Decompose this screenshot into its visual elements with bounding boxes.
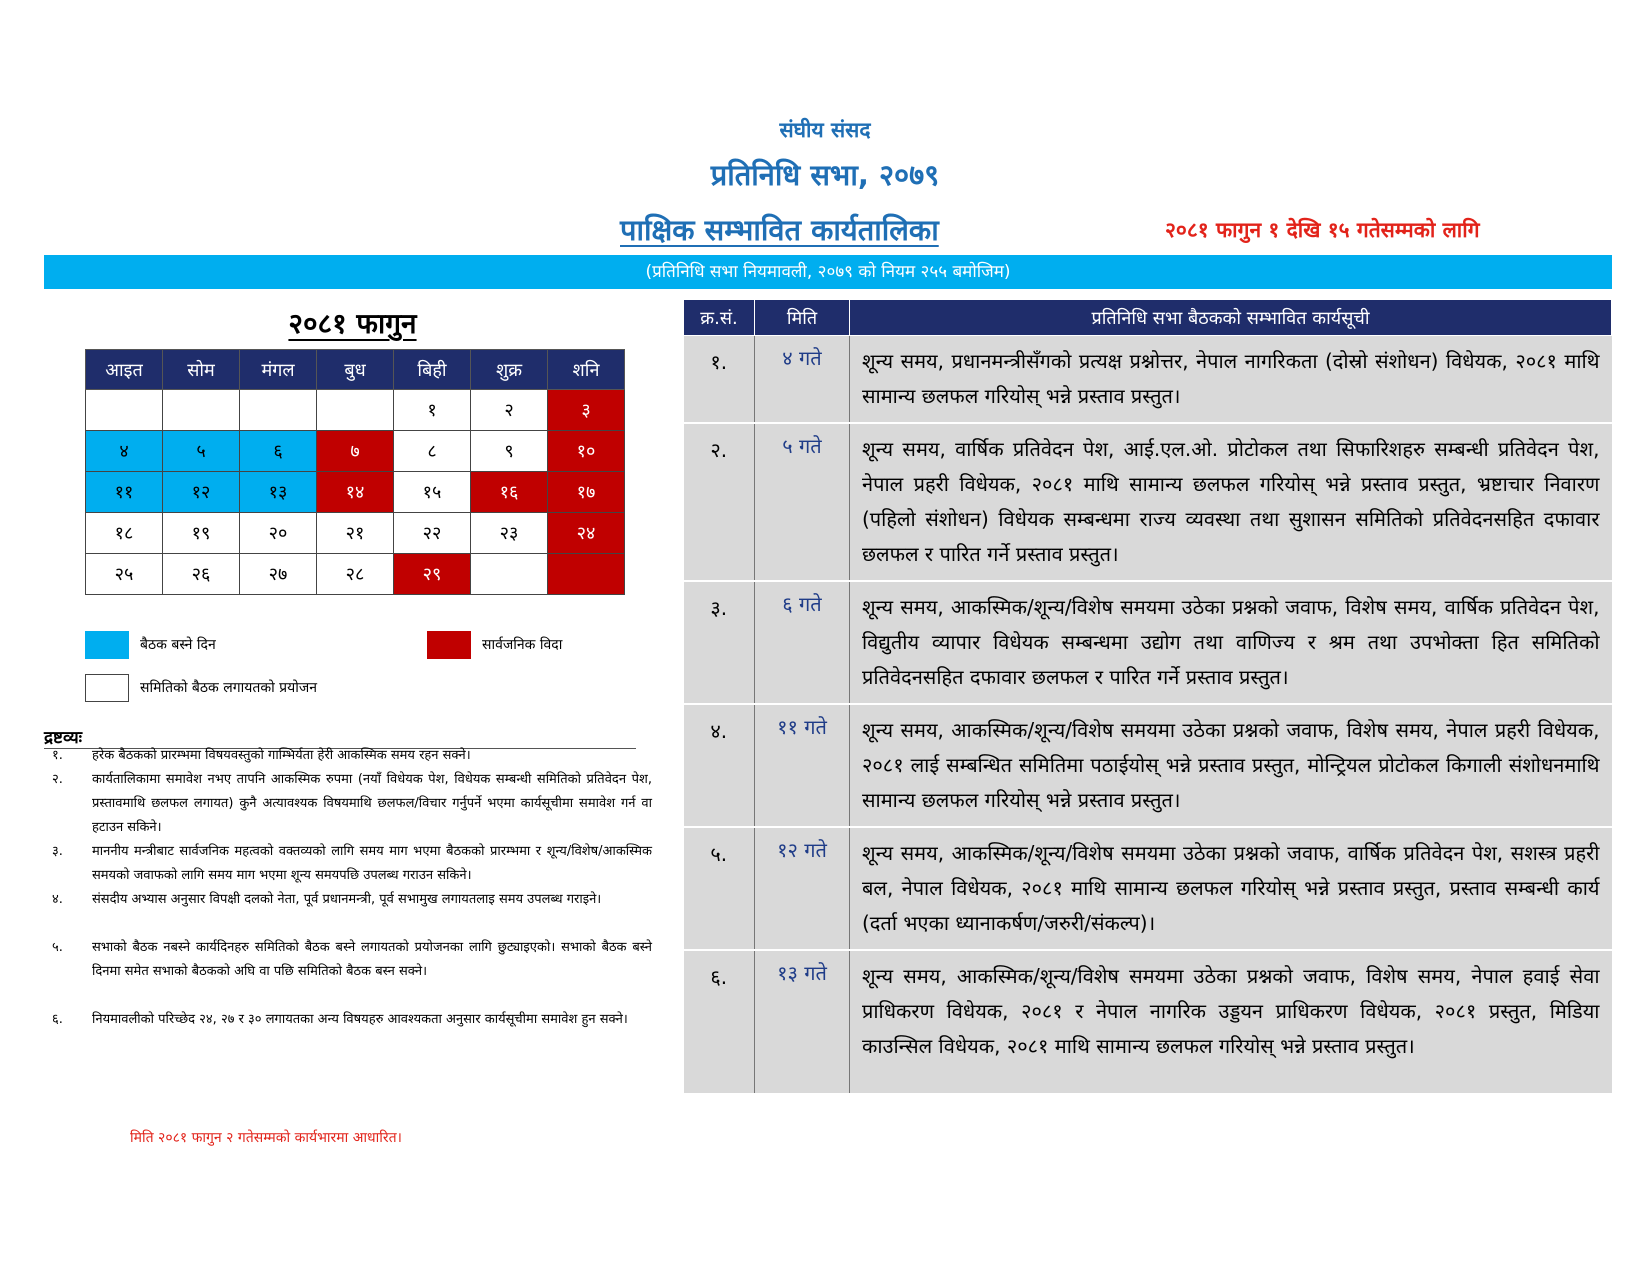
calendar-day <box>163 390 240 431</box>
legend-holiday-swatch <box>427 631 471 659</box>
note-text: संसदीय अभ्यास अनुसार विपक्षी दलको नेता, पूर्व प्रधानमन्त्री, पूर्व सभामुख लगायतलाइ समय उपलब्ध गराइने। <box>92 892 602 907</box>
calendar-week <box>86 390 625 431</box>
weekday-header: शनि <box>548 350 625 390</box>
legend-meeting-label: बैठक बस्ने दिन <box>140 637 216 653</box>
col-serial: क्र.सं. <box>684 300 755 336</box>
calendar-week <box>86 472 625 513</box>
agenda-date: ११ गते <box>755 704 850 827</box>
agenda-row <box>684 581 1612 704</box>
calendar-day: २४ <box>548 513 625 554</box>
agenda-row <box>684 704 1612 827</box>
calendar-day <box>471 554 548 595</box>
note-item <box>52 768 652 840</box>
weekday-header: बुध <box>317 350 394 390</box>
calendar-day <box>240 390 317 431</box>
weekday-header: बिही <box>394 350 471 390</box>
note-item <box>52 1008 652 1032</box>
serial-number: ६. <box>684 950 755 1094</box>
agenda-text: शून्य समय, प्रधानमन्त्रीसँगको प्रत्यक्ष प्रश्नोत्तर, नेपाल नागरिकता (दोस्रो संशोधन) विधेयक, २०८१ माथि सामान्य छलफल गरियोस् भन्ने प्रस्ताव प्रस्तुत। <box>850 336 1612 424</box>
calendar-body <box>86 390 625 595</box>
based-on-note: मिति २०८१ फागुन २ गतेसम्मको कार्यभारमा आधारित। <box>130 1130 402 1146</box>
col-agenda: प्रतिनिधि सभा बैठकको सम्भावित कार्यसूची <box>850 300 1612 336</box>
notes-heading: द्रष्टव्यः <box>44 728 83 748</box>
note-item <box>52 936 652 984</box>
serial-number: ३. <box>684 581 755 704</box>
calendar-day: २६ <box>163 554 240 595</box>
agenda-text: शून्य समय, आकस्मिक/शून्य/विशेष समयमा उठेका प्रश्नको जवाफ, विशेष समय, नेपाल प्रहरी विधेयक, २०८१ लाई सम्बन्धित समितिमा पठाईयोस् भन्ने प्रस्ताव प्रस्तुत, मोन्ट्रियल प्रोटोकल किगाली संशोधनमाथि सामान्य छलफल गरियोस् भन्ने प्रस्ताव प्रस्तुत। <box>850 704 1612 827</box>
calendar-week <box>86 431 625 472</box>
agenda-date: ४ गते <box>755 336 850 424</box>
note-item <box>52 744 652 768</box>
calendar-day: ४ <box>86 431 163 472</box>
agenda-row <box>684 423 1612 581</box>
calendar-day: १८ <box>86 513 163 554</box>
calendar-day: ७ <box>317 431 394 472</box>
parliament-name: संघीय संसद <box>779 118 871 142</box>
calendar-day: २१ <box>317 513 394 554</box>
calendar-day: १६ <box>471 472 548 513</box>
serial-number: २. <box>684 423 755 581</box>
note-item <box>52 888 652 912</box>
calendar-day <box>86 390 163 431</box>
note-text: माननीय मन्त्रीबाट सार्वजनिक महत्वको वक्तव्यको लागि समय माग भएमा बैठकको प्रारम्भमा र शून्य/विशेष/आकस्मिक समयको जवाफको लागि समय माग भएमा शून्य समयपछि उपलब्ध गराउन सकिने। <box>92 844 652 883</box>
calendar-day: १७ <box>548 472 625 513</box>
calendar-week <box>86 513 625 554</box>
calendar-day <box>317 390 394 431</box>
legend-committee-swatch <box>85 674 129 702</box>
col-date: मिति <box>755 300 850 336</box>
note-number: ५. <box>52 940 63 955</box>
serial-number: १. <box>684 336 755 424</box>
calendar-day: २७ <box>240 554 317 595</box>
calendar-day: २३ <box>471 513 548 554</box>
note-text: सभाको बैठक नबस्ने कार्यदिनहरु समितिको बैठक बस्ने लगायतको प्रयोजनका लागि छुट्याइएको। सभाको बैठक बस्ने दिनमा समेत सभाको बैठकको अघि वा पछि समितिको बैठक बस्न सक्ने। <box>92 940 652 979</box>
weekday-header: शुक्र <box>471 350 548 390</box>
calendar-day: ३ <box>548 390 625 431</box>
weekday-header: आइत <box>86 350 163 390</box>
house-name: प्रतिनिधि सभा, २०७९ <box>710 158 940 192</box>
calendar-day: ५ <box>163 431 240 472</box>
calendar-day: २० <box>240 513 317 554</box>
calendar-week <box>86 554 625 595</box>
calendar-day: १४ <box>317 472 394 513</box>
note-text: नियमावलीको परिच्छेद २४, २७ र ३० लगायतका अन्य विषयहरु आवश्यकता अनुसार कार्यसूचीमा समावेश हुन सक्ने। <box>92 1012 628 1027</box>
agenda-text: शून्य समय, आकस्मिक/शून्य/विशेष समयमा उठेका प्रश्नको जवाफ, वार्षिक प्रतिवेदन पेश, सशस्त्र प्रहरी बल, नेपाल विधेयक, २०८१ माथि सामान्य छलफल गरियोस् भन्ने प्रस्ताव प्रस्तुत, प्रस्ताव सम्बन्धी कार्य (दर्ता भएका ध्यानाकर्षण/जरुरी/संकल्प)। <box>850 827 1612 950</box>
agenda-date: १२ गते <box>755 827 850 950</box>
agenda-row <box>684 827 1612 950</box>
agenda-text: शून्य समय, आकस्मिक/शून्य/विशेष समयमा उठेका प्रश्नको जवाफ, विशेष समय, नेपाल हवाई सेवा प्राधिकरण विधेयक, २०८१ र नेपाल नागरिक उड्डयन प्राधिकरण विधेयक, २०८१ प्रस्तुत, मिडिया काउन्सिल विधेयक, २०८१ माथि सामान्य छलफल गरियोस् भन्ने प्रस्ताव प्रस्तुत। <box>850 950 1612 1094</box>
agenda-date: ६ गते <box>755 581 850 704</box>
agenda-text: शून्य समय, आकस्मिक/शून्य/विशेष समयमा उठेका प्रश्नको जवाफ, विशेष समय, वार्षिक प्रतिवेदन पेश, विद्युतीय व्यापार विधेयक सम्बन्धमा उद्योग तथा वाणिज्य र श्रम तथा उपभोक्ता हित समितिको प्रतिवेदनसहित दफावार छलफल र पारित गर्ने प्रस्ताव प्रस्तुत। <box>850 581 1612 704</box>
calendar-day: १३ <box>240 472 317 513</box>
calendar-day: १ <box>394 390 471 431</box>
calendar-title: २०८१ फागुन <box>288 307 417 340</box>
legend-holiday-label: सार्वजनिक विदा <box>482 637 563 653</box>
calendar-day: ६ <box>240 431 317 472</box>
calendar-day: २८ <box>317 554 394 595</box>
note-number: ३. <box>52 844 63 859</box>
date-range: २०८१ फागुन १ देखि १५ गतेसम्मको लागि <box>1165 218 1480 242</box>
calendar-day: १२ <box>163 472 240 513</box>
note-number: १. <box>52 748 63 763</box>
weekday-header: सोम <box>163 350 240 390</box>
serial-number: ५. <box>684 827 755 950</box>
calendar-day: २ <box>471 390 548 431</box>
legend-meeting-swatch <box>85 631 129 659</box>
agenda-row <box>684 336 1612 424</box>
serial-number: ४. <box>684 704 755 827</box>
agenda-text: शून्य समय, वार्षिक प्रतिवेदन पेश, आई.एल.ओ. प्रोटोकल तथा सिफारिशहरु सम्बन्धी प्रतिवेदन पेश, नेपाल प्रहरी विधेयक, २०८१ माथि सामान्य छलफल गरियोस् भन्ने प्रस्ताव प्रस्तुत, भ्रष्टाचार निवारण (पहिलो संशोधन) विधेयक सम्बन्धमा राज्य व्यवस्था तथा सुशासन समितिको प्रतिवेदनसहित दफावार छलफल र पारित गर्ने प्रस्ताव प्रस्तुत। <box>850 423 1612 581</box>
calendar-day: १० <box>548 431 625 472</box>
note-item <box>52 840 652 888</box>
calendar-day: ११ <box>86 472 163 513</box>
calendar <box>85 349 625 595</box>
agenda-date: १३ गते <box>755 950 850 1094</box>
page-title: पाक्षिक सम्भावित कार्यतालिका <box>620 213 939 247</box>
calendar-day: १९ <box>163 513 240 554</box>
agenda-body <box>684 336 1612 1095</box>
agenda-table <box>683 299 1612 1095</box>
calendar-day: २५ <box>86 554 163 595</box>
calendar-day: ९ <box>471 431 548 472</box>
rule-reference-band: (प्रतिनिधि सभा नियमावली, २०७९ को नियम २५५ बमोजिम) <box>44 255 1612 289</box>
note-text: हरेक बैठकको प्रारम्भमा विषयवस्तुको गाम्भिर्यता हेरी आकस्मिक समय रहन सक्ने। <box>92 748 471 763</box>
calendar-day: ८ <box>394 431 471 472</box>
legend-committee-label: समितिको बैठक लगायतको प्रयोजन <box>140 680 318 696</box>
agenda-date: ५ गते <box>755 423 850 581</box>
note-number: २. <box>52 772 63 787</box>
agenda-row <box>684 950 1612 1094</box>
calendar-day: १५ <box>394 472 471 513</box>
calendar-weekdays <box>86 350 625 390</box>
note-number: ४. <box>52 892 63 907</box>
calendar-day <box>548 554 625 595</box>
weekday-header: मंगल <box>240 350 317 390</box>
calendar-day: २९ <box>394 554 471 595</box>
agenda-header-row <box>684 300 1612 336</box>
note-number: ६. <box>52 1012 63 1027</box>
note-text: कार्यतालिकामा समावेश नभए तापनि आकस्मिक रुपमा (नयाँ विधेयक पेश, विधेयक सम्बन्धी समितिको प्रतिवेदन पेश, प्रस्तावमाथि छलफल लगायत) कुनै अत्यावश्यक विषयमाथि छलफल/विचार गर्नुपर्ने भएमा कार्यसूचीमा समावेश गर्न वा हटाउन सकिने। <box>92 772 652 835</box>
calendar-day: २२ <box>394 513 471 554</box>
